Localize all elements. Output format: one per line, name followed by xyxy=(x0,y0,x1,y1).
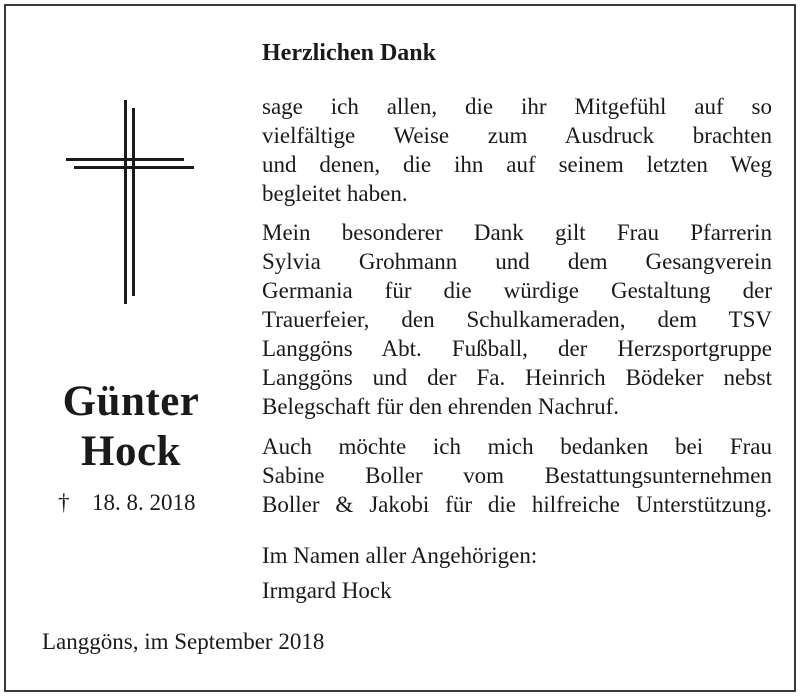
dagger-icon: † xyxy=(58,490,70,515)
text-line: und denen, die ihn auf seinem letzten Weg xyxy=(262,152,772,177)
thanks-heading: Herzlichen Dank xyxy=(262,40,436,66)
text-line: Belegschaft für den ehrenden Nachruf. xyxy=(262,394,619,419)
obituary-frame xyxy=(4,4,796,692)
text-line: Germania für die würdige Gestaltung der xyxy=(262,278,772,303)
death-date: 18. 8. 2018 xyxy=(92,490,196,515)
closing-line: Im Namen aller Angehörigen: xyxy=(262,543,538,568)
death-date-line xyxy=(58,489,196,517)
text-line: Langgöns Abt. Fußball, der Herzsportgruppe xyxy=(262,336,772,361)
text-line: Mein besonderer Dank gilt Frau Pfarrerin xyxy=(262,220,772,245)
cross-icon xyxy=(66,100,196,304)
signer-name: Irmgard Hock xyxy=(262,578,392,603)
text-line: vielfältige Weise zum Ausdruck brachten xyxy=(262,123,772,148)
text-line: Boller & Jakobi für die hilfreiche Unterstützung. xyxy=(262,492,772,517)
paragraph-thanks xyxy=(262,92,772,208)
text-line: Auch möchte ich mich bedanken bei Frau xyxy=(262,434,772,459)
text-line: sage ich allen, die ihr Mitgefühl auf so xyxy=(262,94,772,119)
deceased-last-name: Hock xyxy=(81,428,181,475)
text-line: Trauerfeier, den Schulkameraden, dem TSV xyxy=(262,307,772,332)
text-line: begleitet haben. xyxy=(262,181,408,206)
place-date: Langgöns, im September 2018 xyxy=(42,629,325,654)
paragraph-funeral-home xyxy=(262,432,772,519)
text-line: Sabine Boller vom Bestattungsunternehmen xyxy=(262,463,772,488)
deceased-first-name: Günter xyxy=(62,378,200,425)
text-line: Langgöns und der Fa. Heinrich Bödeker nebst xyxy=(262,365,772,390)
text-line: Sylvia Grohmann und dem Gesangverein xyxy=(262,249,772,274)
paragraph-special-thanks xyxy=(262,218,772,421)
